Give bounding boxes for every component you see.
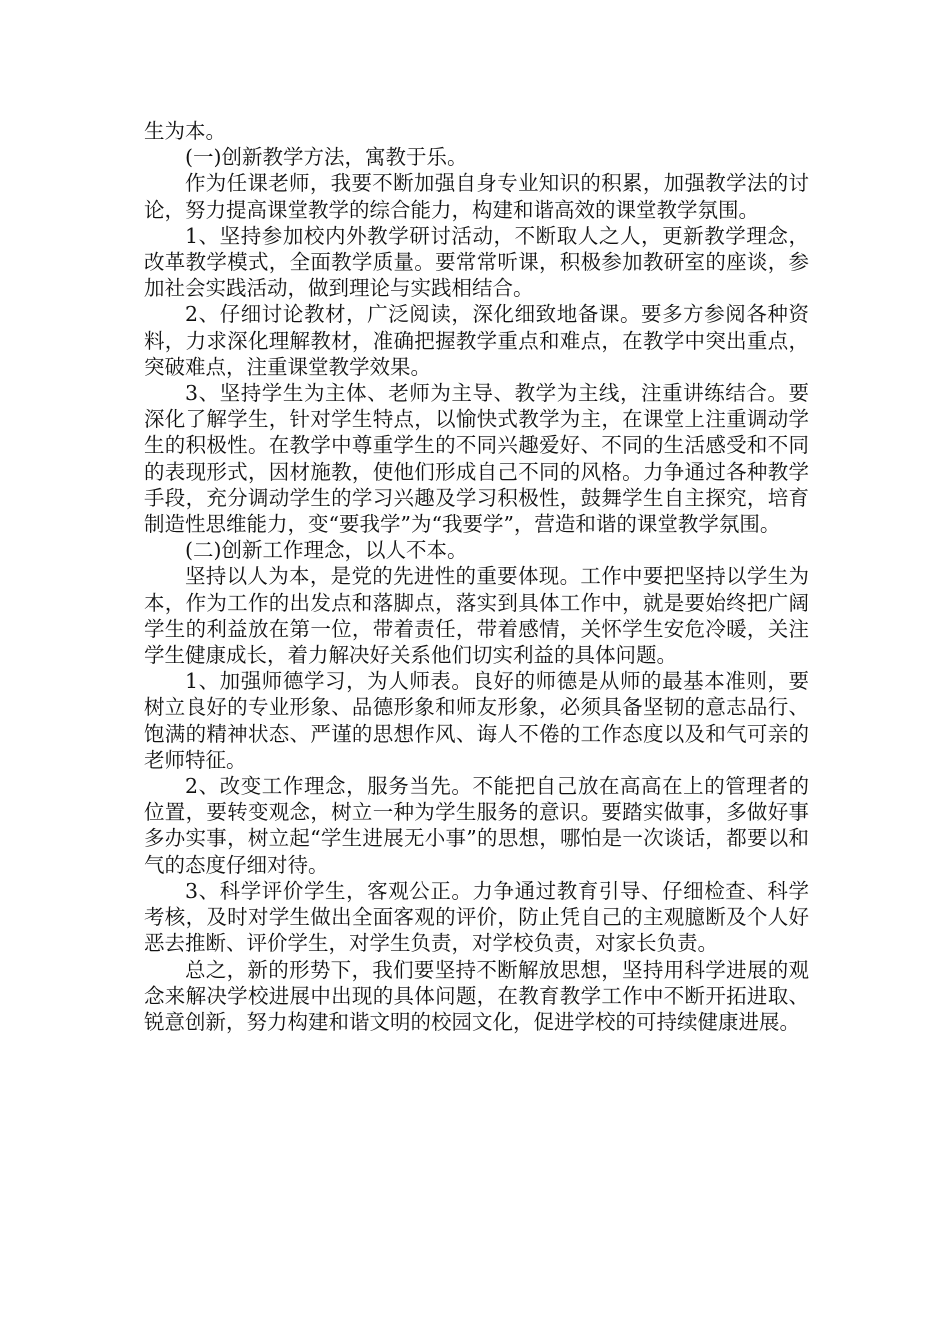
paragraph: 坚持以人为本，是党的先进性的重要体现。工作中要把坚持以学生为本，作为工作的出发点和落脚点，落实到具体工作中，就是要始终把广阔学生的利益放在第一位，带着责任，带着感情，关怀学生安危冷暖，关注学生健康成长，着力解决好关系他们切实利益的具体问题。 bbox=[144, 564, 809, 668]
section-heading-work-concept: (二)创新工作理念，以人不本。 bbox=[185, 538, 468, 563]
section-heading-teaching-method: (一)创新教学方法，寓教于乐。 bbox=[185, 145, 468, 170]
conclusion-paragraph: 总之，新的形势下，我们要坚持不断解放思想，坚持用科学进展的观念来解决学校进展中出现的具体问题，在教育教学工作中不断开拓进取、锐意创新，努力构建和谐文明的校园文化，促进学校的可持续健康进展。 bbox=[144, 957, 809, 1034]
paragraph-continuation: 生为本。 bbox=[144, 119, 226, 143]
list-item-2: 2、改变工作理念，服务当先。不能把自己放在高高在上的管理者的位置，要转变观念，树立一种为学生服务的意识。要踏实做事，多做好事多办实事，树立起“学生进展无小事”的思想，哪怕是一次谈话，都要以和气的态度仔细对待。 bbox=[144, 774, 809, 877]
paragraph: 作为任课老师，我要不断加强自身专业知识的积累，加强教学法的讨论，努力提高课堂教学的综合能力，构建和谐高效的课堂教学氛围。 bbox=[144, 171, 809, 222]
list-item-2: 2、仔细讨论教材，广泛阅读，深化细致地备课。要多方参阅各种资料，力求深化理解教材，准确把握教学重点和难点，在教学中突出重点，突破难点，注重课堂教学效果。 bbox=[144, 302, 809, 379]
list-item-3: 3、科学评价学生，客观公正。力争通过教育引导、仔细检查、科学考核，及时对学生做出全面客观的评价，防止凭自己的主观臆断及个人好恶去推断、评价学生，对学生负责，对学校负责，对家长负责。 bbox=[144, 878, 809, 956]
list-item-3: 3、坚持学生为主体、老师为主导、教学为主线，注重讲练结合。要深化了解学生，针对学生特点，以愉快式教学为主，在课堂上注重调动学生的积极性。在教学中尊重学生的不同兴趣爱好、不同的生活感受和不同的表现形式，因材施教，使他们形成自己不同的风格。力争通过各种教学手段，充分调动学生的学习兴趣及学习积极性，鼓舞学生自主探究，培育制造性思维能力，变“要我学”为“我要学”，营造和谐的课堂教学氛围。 bbox=[144, 381, 809, 537]
list-item-1: 1、加强师德学习，为人师表。良好的师德是从师的最基本准则，要树立良好的专业形象、品德形象和师友形象，必须具备坚韧的意志品行、饱满的精神状态、严谨的思想作风、诲人不倦的工作态度以及和气可亲的老师特征。 bbox=[144, 669, 809, 772]
list-item-1: 1、坚持参加校内外教学研讨活动，不断取人之人，更新教学理念，改革教学模式，全面教学质量。要常常听课，积极参加教研室的座谈，参加社会实践活动，做到理论与实践相结合。 bbox=[144, 223, 809, 301]
document-body bbox=[144, 118, 809, 1035]
